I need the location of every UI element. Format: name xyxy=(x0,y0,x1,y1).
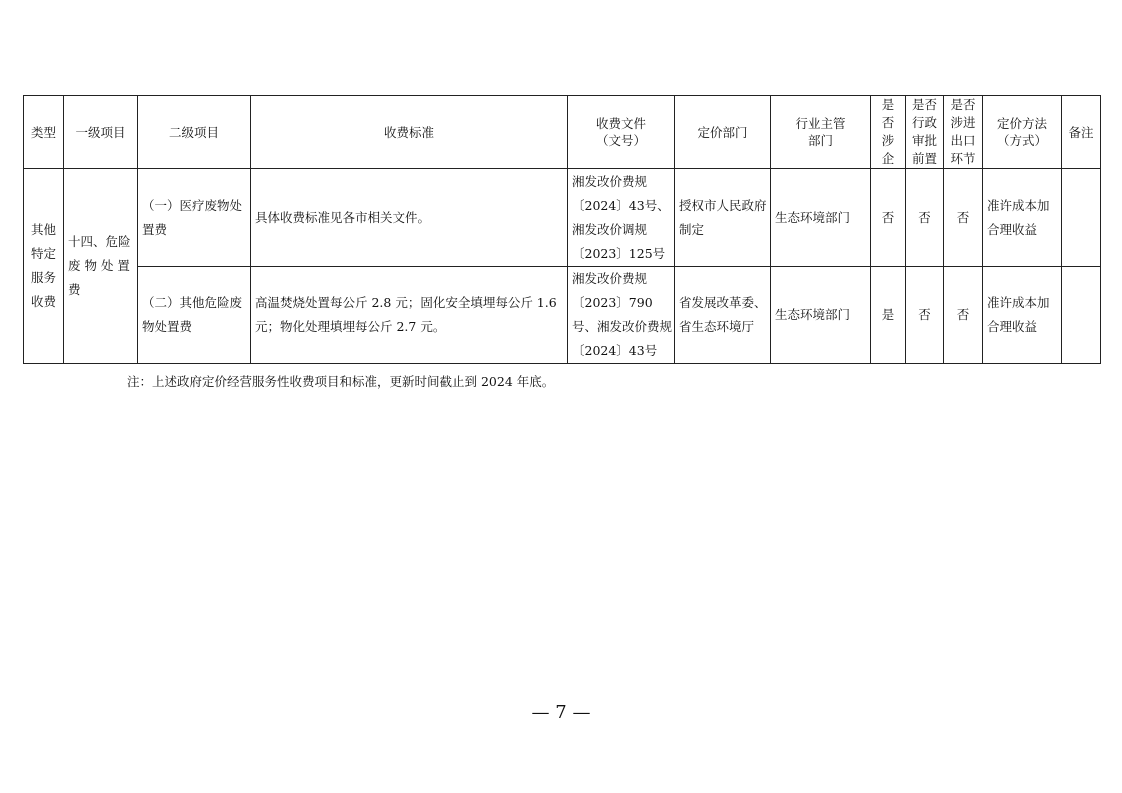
header-level2: 二级项目 xyxy=(138,96,251,169)
doc-cell: 湘发改价费规〔2024〕43号、湘发改价调规〔2023〕125号 xyxy=(568,169,675,267)
standard-cell: 具体收费标准见各市相关文件。 xyxy=(251,169,568,267)
header-industry-dept: 行业主管 部门 xyxy=(771,96,871,169)
header-import-export: 是否 涉进 出口 环节 xyxy=(944,96,983,169)
method-cell: 准许成本加合理收益 xyxy=(983,169,1062,267)
pricing-dept-cell: 省发展改革委、省生态环境厅 xyxy=(675,267,771,364)
header-pricing-dept: 定价部门 xyxy=(675,96,771,169)
level2-cell: （二）其他危险废物处置费 xyxy=(138,267,251,364)
involve-enterprise-cell: 是 xyxy=(871,267,906,364)
header-involve-enterprise: 是 否 涉 企 xyxy=(871,96,906,169)
header-level1: 一级项目 xyxy=(64,96,138,169)
table-row xyxy=(24,267,1101,364)
header-admin-approval: 是否 行政 审批 前置 xyxy=(906,96,944,169)
table-note: 注：上述政府定价经营服务性收费项目和标准，更新时间截止到 2024 年底。 xyxy=(127,374,555,389)
table-header-row xyxy=(24,96,1101,169)
admin-approval-cell: 否 xyxy=(906,267,944,364)
header-standard: 收费标准 xyxy=(251,96,568,169)
level1-cell: 十四、危险 废 物 处 置 费 xyxy=(64,169,138,364)
method-cell: 准许成本加合理收益 xyxy=(983,267,1062,364)
fee-table xyxy=(23,95,1101,364)
pricing-dept-cell: 授权市人民政府制定 xyxy=(675,169,771,267)
import-export-cell: 否 xyxy=(944,267,983,364)
page-number: — 7 — xyxy=(531,702,591,723)
header-type: 类型 xyxy=(24,96,64,169)
header-doc: 收费文件 （文号） xyxy=(568,96,675,169)
industry-dept-cell: 生态环境部门 xyxy=(771,267,871,364)
remark-cell xyxy=(1062,267,1101,364)
standard-cell: 高温焚烧处置每公斤 2.8 元；固化安全填埋每公斤 1.6 元；物化处理填埋每公斤 2.7 元。 xyxy=(251,267,568,364)
header-method: 定价方法 （方式） xyxy=(983,96,1062,169)
remark-cell xyxy=(1062,169,1101,267)
admin-approval-cell: 否 xyxy=(906,169,944,267)
header-remark: 备注 xyxy=(1062,96,1101,169)
import-export-cell: 否 xyxy=(944,169,983,267)
type-cell: 其他 特定 服务 收费 xyxy=(24,169,64,364)
level2-cell: （一）医疗废物处置费 xyxy=(138,169,251,267)
table-row xyxy=(24,169,1101,267)
industry-dept-cell: 生态环境部门 xyxy=(771,169,871,267)
doc-cell: 湘发改价费规〔2023〕790号、湘发改价费规〔2024〕43号 xyxy=(568,267,675,364)
involve-enterprise-cell: 否 xyxy=(871,169,906,267)
